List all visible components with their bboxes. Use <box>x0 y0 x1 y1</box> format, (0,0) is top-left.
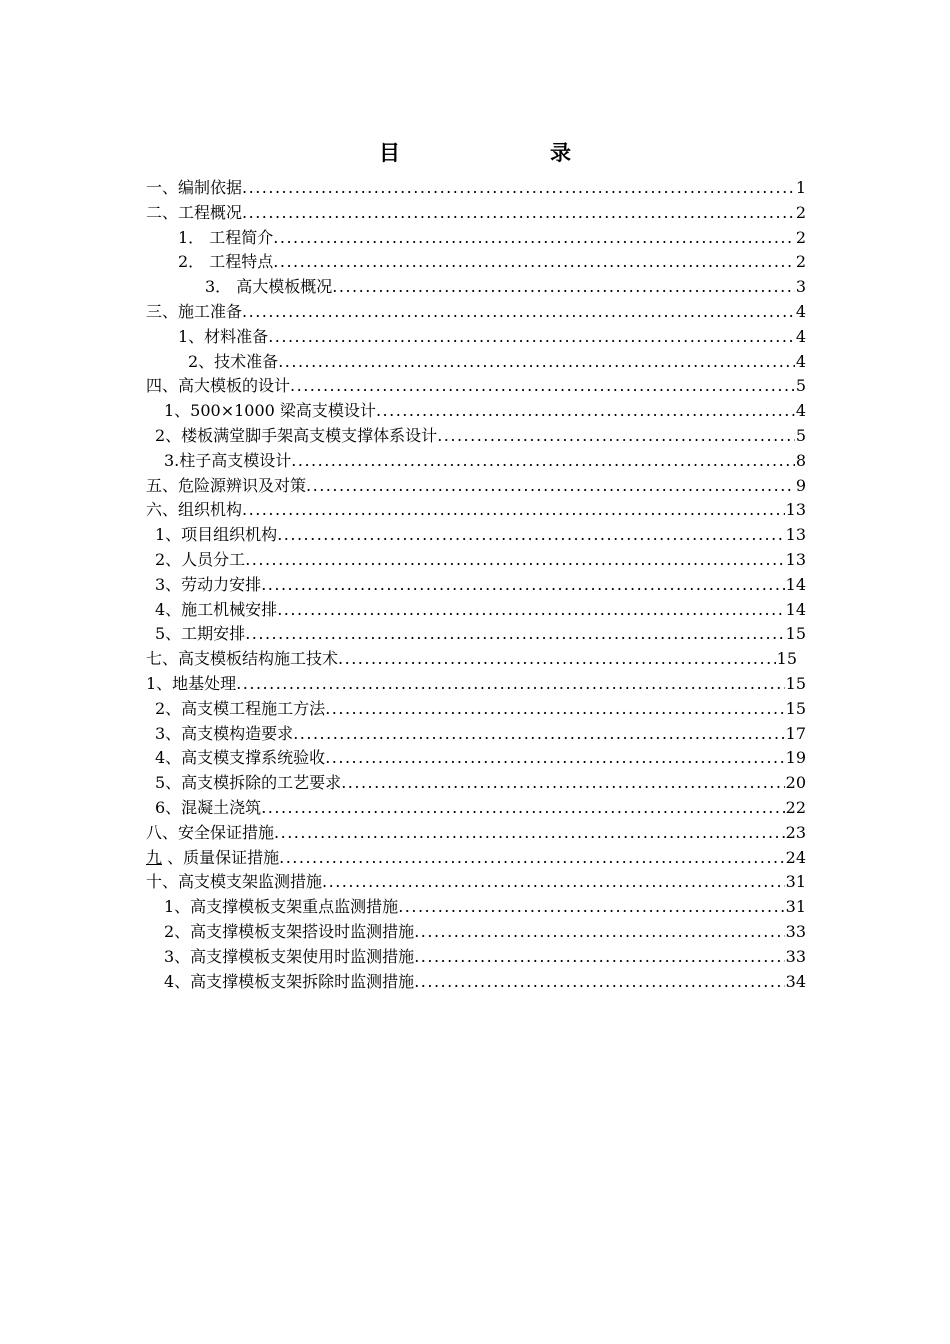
toc-entry-page-number: 24 <box>785 847 806 867</box>
toc-leader-dots <box>398 895 784 920</box>
toc-entry-label: 3、高支模构造要求 <box>155 723 294 743</box>
toc-entry-label: 4、高支撑模板支架拆除时监测措施 <box>164 971 415 991</box>
toc-entry-page-number: 13 <box>785 550 806 569</box>
toc-entry-label: 3、劳动力安排 <box>155 574 262 594</box>
toc-entry-label: 3.柱子高支模设计 <box>164 450 292 470</box>
toc-leader-dots <box>273 226 795 251</box>
toc-entry-page-number: 4 <box>795 326 806 346</box>
toc-entry <box>146 672 806 697</box>
toc-entry-label: 十、高支模支架监测措施 <box>146 872 323 892</box>
toc-entry <box>178 226 806 251</box>
toc-entry-label: 2、高支模工程施工方法 <box>155 698 326 718</box>
toc-leader-dots <box>236 672 784 697</box>
toc-leader-dots <box>290 374 795 399</box>
toc-entry-label: 一、编制依据 <box>146 178 243 197</box>
toc-entry <box>146 474 806 499</box>
toc-leader-dots <box>242 498 785 523</box>
toc-entry-page-number: 31 <box>785 872 806 892</box>
toc-entry <box>155 622 806 647</box>
toc-entry-label: 九 、质量保证措施 <box>146 847 280 867</box>
toc-entry-label: 4、高支模支撑系统验收 <box>155 748 326 768</box>
toc-entry-label: 1、地基处理 <box>146 674 237 693</box>
toc-leader-dots <box>261 796 784 821</box>
toc-leader-dots <box>277 598 784 623</box>
toc-entry-label: 2、楼板满堂脚手架高支模支撑体系设计 <box>155 426 438 445</box>
toc-entry-page-number: 19 <box>785 748 806 768</box>
toc-leader-dots <box>242 300 795 325</box>
toc-entry-label: 2、高支撑模板支架搭设时监测措施 <box>164 922 415 941</box>
toc-entry-label: 1、项目组织机构 <box>155 525 278 545</box>
toc-entry <box>155 771 806 796</box>
toc-entry <box>146 300 806 325</box>
toc-entry <box>146 870 806 895</box>
toc-entry <box>146 821 806 846</box>
toc-leader-dots <box>242 201 795 226</box>
toc-entry <box>155 523 806 548</box>
toc-entry-label: 七、高支模板结构施工技术 <box>146 649 339 669</box>
toc-entry-label: 5、工期安排 <box>155 624 246 644</box>
toc-entry <box>155 598 806 623</box>
toc-entry <box>146 498 806 523</box>
toc-entry-label: 三、施工准备 <box>146 302 243 321</box>
toc-entry <box>164 970 806 995</box>
toc-leader-dots <box>414 970 784 995</box>
toc-entry-page-number: 5 <box>795 376 806 396</box>
toc-leader-dots <box>332 275 795 300</box>
toc-entry-label: 2、人员分工 <box>155 550 246 569</box>
toc-entry <box>155 746 806 771</box>
title-char-1: 目 <box>379 140 400 165</box>
toc-entry-page-number: 14 <box>785 599 806 619</box>
toc-entry-label: 5、高支模拆除的工艺要求 <box>155 773 342 793</box>
toc-entry <box>164 945 806 970</box>
toc-entry <box>178 250 806 275</box>
toc-leader-dots <box>325 746 784 771</box>
toc-entry <box>178 325 806 350</box>
toc-leader-dots <box>277 523 784 548</box>
toc-entry <box>146 176 806 201</box>
toc-entry-page-number: 33 <box>785 922 806 941</box>
toc-entry-page-number: 4 <box>795 302 806 321</box>
page-title <box>0 137 950 167</box>
toc-entry-page-number: 1 <box>795 178 806 197</box>
toc-entry-page-number: 4 <box>795 401 806 421</box>
toc-entry-page-number: 34 <box>785 971 806 991</box>
toc-entry-page-number: 2 <box>795 202 806 222</box>
toc-entry-page-number: 20 <box>785 773 806 793</box>
toc-entry-page-number: 33 <box>785 946 806 966</box>
toc-entry <box>146 647 797 672</box>
toc-entry <box>146 374 806 399</box>
toc-entry-page-number: 2 <box>795 227 806 247</box>
toc-entry-label: 6、混凝土浇筑 <box>155 798 262 817</box>
toc-entry <box>205 275 806 300</box>
toc-entry-page-number: 17 <box>785 723 806 743</box>
toc-leader-dots <box>278 350 795 375</box>
toc-entry-page-number: 15 <box>785 698 806 718</box>
toc-entry-label: 2、技术准备 <box>188 351 279 371</box>
toc-entry-page-number: 15 <box>785 624 806 644</box>
toc-leader-dots <box>437 424 795 449</box>
toc-entry-page-number: 13 <box>785 525 806 545</box>
toc-entry-page-number: 9 <box>795 475 806 495</box>
toc-entry-label: 3、高支撑模板支架使用时监测措施 <box>164 946 415 966</box>
toc-entry-page-number: 23 <box>785 822 806 842</box>
toc-leader-dots <box>268 325 795 350</box>
toc-entry <box>155 697 806 722</box>
toc-leader-dots <box>414 945 784 970</box>
toc-entry-label: 五、危险源辨识及对策 <box>146 475 307 495</box>
toc-entry-label: 八、安全保证措施 <box>146 822 275 842</box>
toc-entry-label: 4、施工机械安排 <box>155 599 278 619</box>
toc-leader-dots <box>245 622 784 647</box>
toc-leader-dots <box>274 821 785 846</box>
toc-entry-page-number: 15 <box>785 674 806 693</box>
toc-entry-page-number: 31 <box>785 897 806 917</box>
toc-leader-dots <box>322 870 785 895</box>
toc-leader-dots <box>279 846 785 871</box>
toc-entry-label: 1、500×1000 梁高支模设计 <box>164 401 376 421</box>
toc-entry-label: 1、材料准备 <box>178 326 269 346</box>
toc-entry <box>155 548 806 573</box>
toc-entry <box>155 424 806 449</box>
toc-entry-page-number: 14 <box>785 574 806 594</box>
toc-entry-label: 六、组织机构 <box>146 500 243 520</box>
toc-entry <box>164 399 806 424</box>
toc-entry-page-number: 8 <box>795 450 806 470</box>
toc-entry-label: 1． 工程简介 <box>178 227 274 247</box>
toc-entry <box>164 920 806 945</box>
toc-leader-dots <box>291 449 795 474</box>
toc-entry <box>146 846 806 871</box>
toc-leader-dots <box>341 771 784 796</box>
toc-leader-dots <box>242 176 795 201</box>
toc-leader-dots <box>273 250 795 275</box>
toc-entry <box>155 722 806 747</box>
toc-entry-page-number: 4 <box>795 351 806 371</box>
toc-entry <box>146 201 806 226</box>
toc-leader-dots <box>376 399 795 424</box>
toc-leader-dots <box>325 697 784 722</box>
toc-entry-page-number: 2 <box>795 252 806 272</box>
toc-leader-dots <box>245 548 784 573</box>
toc-entry-label: 1、高支撑模板支架重点监测措施 <box>164 897 399 917</box>
toc-entry-page-number: 15 <box>776 649 797 669</box>
toc-leader-dots <box>261 573 784 598</box>
toc-leader-dots <box>414 920 784 945</box>
toc-entry <box>164 895 806 920</box>
toc-entry <box>188 350 806 375</box>
toc-entry <box>164 449 806 474</box>
toc-entry-page-number: 13 <box>785 500 806 520</box>
toc-leader-dots <box>338 647 776 672</box>
toc-entry-page-number: 22 <box>785 798 806 817</box>
toc-entry-page-number: 5 <box>795 426 806 445</box>
toc-entry-label: 四、高大模板的设计 <box>146 376 291 396</box>
toc-entry-label: 2． 工程特点 <box>178 252 274 272</box>
toc-leader-dots <box>293 722 784 747</box>
toc-entry <box>155 573 806 598</box>
toc-entry-label: 二、工程概况 <box>146 202 243 222</box>
toc-entry-label: 3． 高大模板概况 <box>205 277 333 297</box>
toc-entry <box>155 796 806 821</box>
title-char-2: 录 <box>550 140 571 165</box>
toc-leader-dots <box>306 474 795 499</box>
toc-entry-page-number: 3 <box>795 277 806 297</box>
